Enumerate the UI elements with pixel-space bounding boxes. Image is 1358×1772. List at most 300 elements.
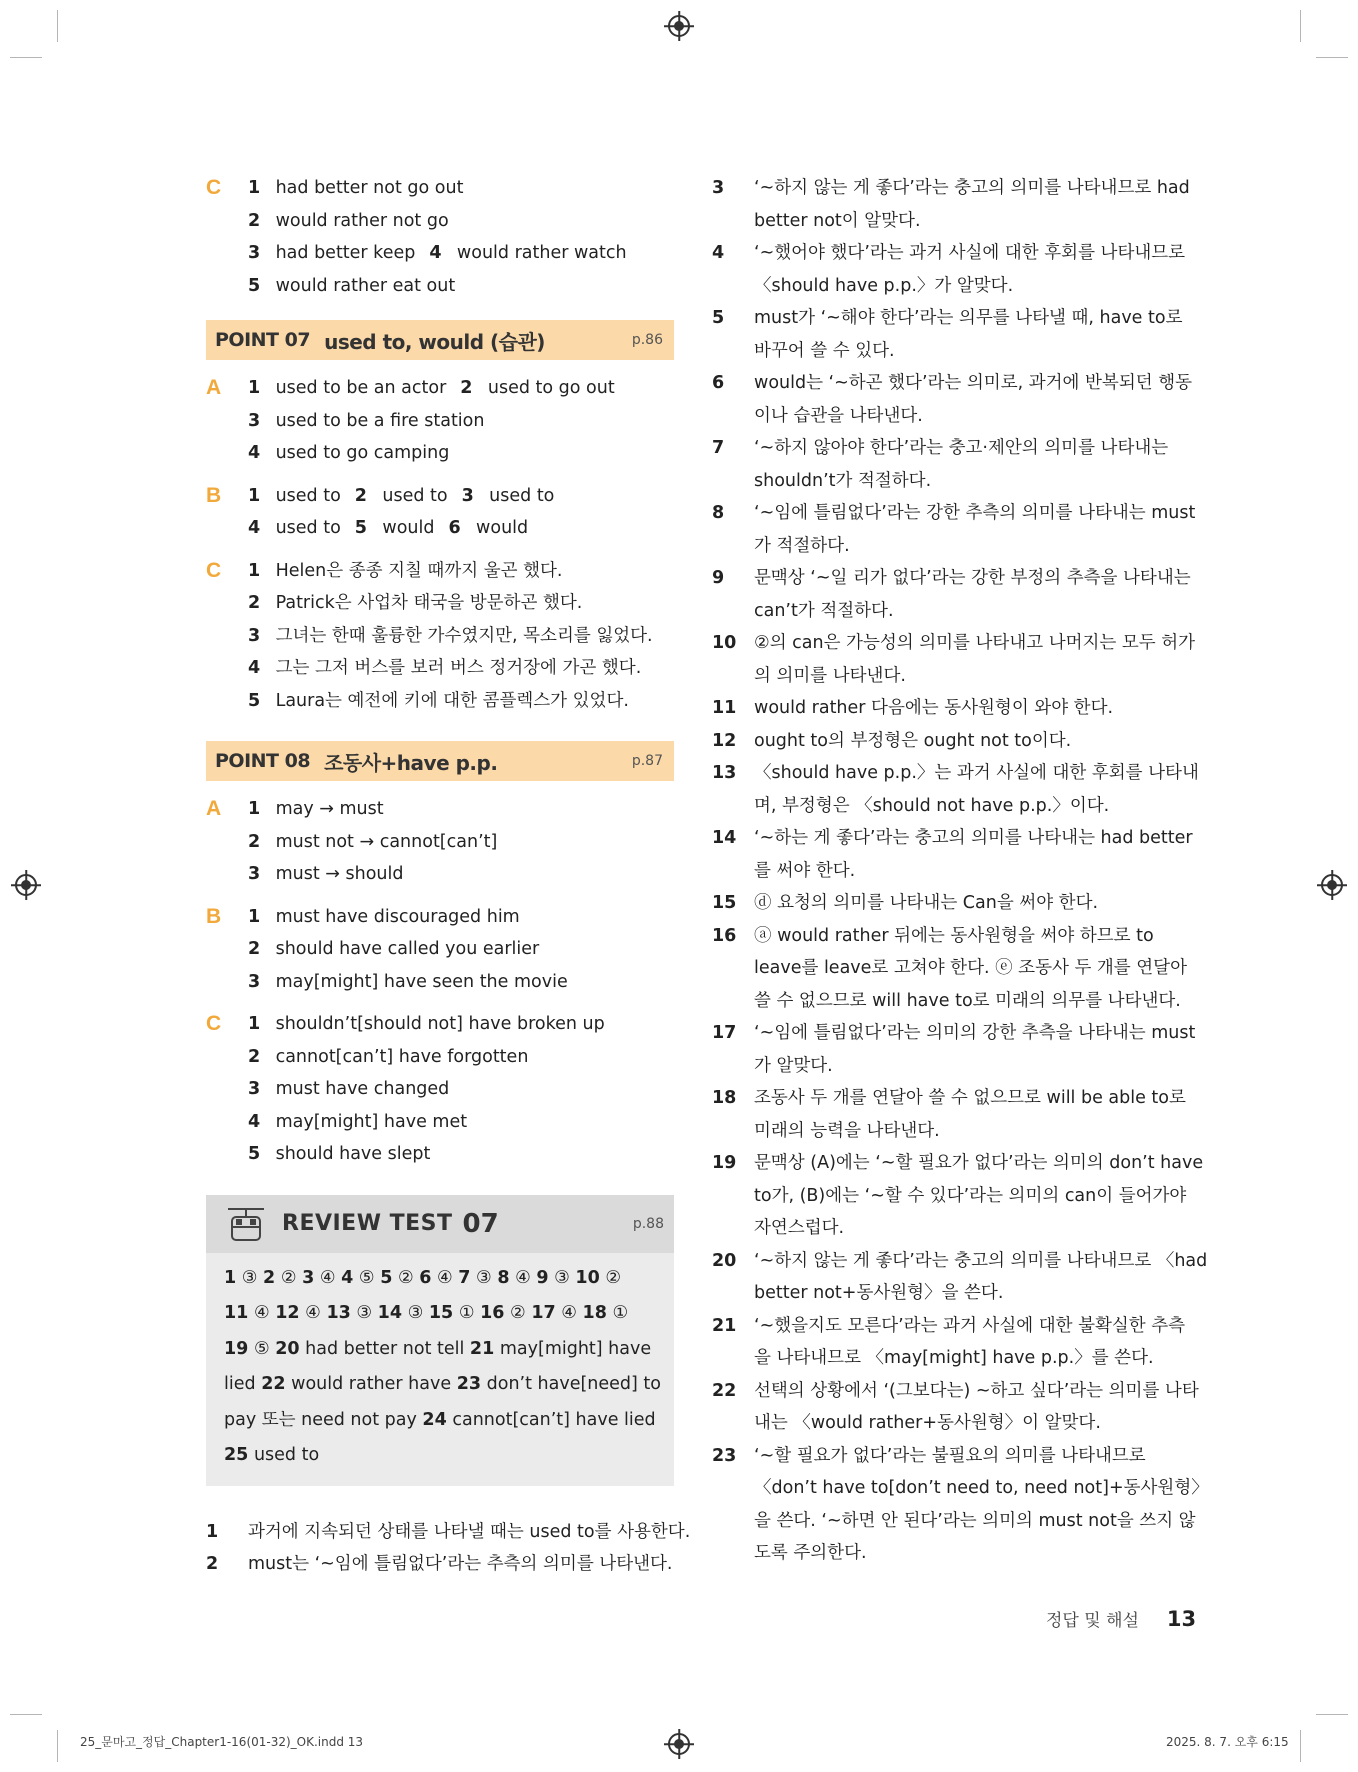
- explanation-number: 17: [712, 1023, 737, 1043]
- question-answer: ②: [510, 1303, 526, 1323]
- item-number: 4: [248, 443, 261, 463]
- explanation-number: 23: [712, 1445, 737, 1466]
- item-number: 1: [248, 378, 261, 398]
- question-answer: ①: [612, 1303, 629, 1323]
- explanation-number: 20: [712, 1250, 737, 1271]
- explanation-text: [248, 1548, 674, 1581]
- answer-line: [248, 1106, 674, 1139]
- item-answer: should have slept: [275, 1144, 431, 1164]
- explanation-item: [712, 432, 1182, 497]
- item-answer: used to go out: [487, 378, 615, 398]
- explanation-number: 6: [712, 373, 725, 393]
- answer-section: [206, 480, 674, 545]
- question-number: 22: [261, 1374, 286, 1394]
- explanation-line: 을 쓴다. ‘~하면 안 된다’라는 의미의 must not을 쓰지 않: [754, 1510, 1196, 1531]
- explanation-number: 7: [712, 438, 725, 458]
- page-number: 13: [1166, 1606, 1197, 1631]
- explanation-line: better not이 알맞다.: [754, 210, 921, 231]
- question-answer: ④: [515, 1267, 531, 1288]
- item-number: 5: [354, 518, 367, 538]
- explanation-text: [754, 1245, 1207, 1310]
- explanation-line: must는 ‘~임에 틀림없다’라는 추측의 의미를 나타낸다.: [248, 1554, 673, 1574]
- crop-mark: [1316, 1714, 1348, 1715]
- item-number: 5: [248, 1144, 261, 1164]
- registration-mark-icon: [1321, 874, 1343, 896]
- answer-items: [248, 172, 674, 302]
- item-number: 3: [461, 485, 474, 506]
- item-number: 1: [248, 906, 261, 927]
- item-answer: had better keep: [275, 243, 416, 263]
- question-number: 23: [456, 1374, 482, 1394]
- explanation-line: 문맥상 (A)에는 ‘~할 필요가 없다’라는 의미의 don’t have: [754, 1153, 1204, 1173]
- point-08-header: [206, 741, 674, 781]
- cable-car-icon: [226, 1205, 266, 1243]
- question-answer: ②: [280, 1267, 297, 1288]
- item-number: 6: [448, 518, 461, 538]
- explanation-text: [754, 1147, 1203, 1245]
- question-answer: ⑤: [253, 1338, 270, 1359]
- section-letter: A: [206, 376, 222, 399]
- question-number: 15: [428, 1303, 454, 1323]
- explanation-number: 11: [712, 698, 737, 718]
- answer-line: [248, 172, 674, 205]
- item-number: 4: [248, 658, 261, 678]
- item-number: 2: [248, 210, 261, 231]
- registration-mark-icon: [668, 15, 690, 37]
- crop-mark: [57, 1730, 58, 1762]
- explanation-line: ‘~하지 않는 게 좋다’라는 충고의 의미를 나타내므로 had: [754, 178, 1190, 198]
- item-answer: used to: [382, 485, 448, 506]
- answer-line: [248, 1008, 674, 1041]
- point-label: POINT 08: [215, 750, 311, 772]
- explanation-text: [754, 1440, 1209, 1570]
- question-answer: may[might] have: [499, 1338, 652, 1359]
- item-number: 5: [248, 275, 261, 296]
- section-letter: B: [206, 904, 222, 928]
- item-number: 1: [248, 1014, 261, 1034]
- answer-items: [248, 793, 674, 891]
- question-answer: ③: [407, 1303, 424, 1323]
- explanation-text: [754, 1082, 1186, 1147]
- explanation-text: [754, 822, 1193, 887]
- review-test-box: [206, 1195, 674, 1486]
- explanation-text: [248, 1516, 690, 1549]
- explanation-text: [754, 1017, 1195, 1082]
- item-number: 1: [248, 560, 261, 581]
- crop-mark: [10, 1714, 42, 1715]
- right-column: [712, 172, 1209, 1570]
- explanation-line: leave를 leave로 고쳐야 한다. ⓔ 조동사 두 개를 연달아: [754, 958, 1187, 978]
- crop-mark: [1300, 1730, 1301, 1762]
- section-letter: C: [206, 176, 222, 199]
- explanation-text: [754, 302, 1183, 367]
- explanation-line: 가 알맞다.: [754, 1055, 833, 1076]
- explanation-text: [754, 920, 1187, 1018]
- answer-line: [248, 372, 674, 405]
- explanation-item: [712, 302, 1182, 367]
- answer-section: [206, 793, 674, 891]
- explanation-line: ‘~할 필요가 없다’라는 불필요의 의미를 나타내므로: [754, 1445, 1146, 1466]
- explanation-number: 3: [712, 178, 725, 198]
- explanation-item: [712, 920, 1187, 1018]
- review-test-answers: [206, 1253, 674, 1486]
- question-answer: cannot[can’t] have lied: [452, 1409, 656, 1430]
- explanation-item: [712, 172, 1190, 237]
- explanation-item: [712, 367, 1193, 432]
- explanation-item: [712, 1245, 1208, 1310]
- question-number: 17: [531, 1303, 556, 1323]
- explanation-text: [754, 692, 1182, 725]
- explanation-line: 미래의 능력을 나타낸다.: [754, 1120, 940, 1141]
- item-answer: would rather eat out: [275, 275, 456, 296]
- explanation-text: [754, 1375, 1199, 1440]
- question-number: 8: [497, 1267, 510, 1288]
- item-answer: cannot[can’t] have forgotten: [275, 1046, 529, 1067]
- item-answer: used to: [275, 518, 341, 538]
- question-number: 2: [263, 1267, 276, 1288]
- explanation-line: 문맥상 ‘~일 리가 없다’라는 강한 부정의 추측을 나타내는: [754, 568, 1191, 588]
- explanation-item: [712, 497, 1196, 562]
- item-answer: must have changed: [275, 1079, 450, 1099]
- question-answer: ②: [397, 1267, 414, 1288]
- explanation-line: ⓐ would rather 뒤에는 동사원형을 써야 하므로 to: [754, 925, 1154, 946]
- item-number: 1: [248, 178, 261, 198]
- explanation-line: ⓓ 요청의 의미를 나타내는 Can을 써야 한다.: [754, 893, 1099, 913]
- explanation-line: ‘~임에 틀림없다’라는 강한 추측의 의미를 나타내는 must: [754, 503, 1196, 523]
- explanation-line: 도록 주의한다.: [754, 1543, 867, 1563]
- answer-line: [248, 933, 674, 966]
- section-letter: C: [206, 558, 222, 582]
- explanation-item: [712, 725, 1182, 758]
- explanation-item: [712, 1082, 1186, 1147]
- review-answer-line: [224, 1403, 658, 1439]
- explanation-line: ‘~하지 않는 게 좋다’라는 충고의 의미를 나타내므로 〈had: [754, 1250, 1208, 1271]
- item-number: 3: [248, 625, 261, 646]
- item-answer: would rather watch: [456, 243, 627, 263]
- question-number: 4: [341, 1267, 354, 1288]
- answer-items: [248, 1008, 674, 1171]
- explanation-line: would는 ‘~하곤 했다’라는 의미로, 과거에 반복되던 행동: [754, 373, 1193, 393]
- item-answer: must not → cannot[can’t]: [275, 831, 498, 852]
- question-number: 6: [419, 1267, 432, 1288]
- item-number: 2: [248, 831, 261, 852]
- item-number: 3: [248, 243, 261, 263]
- explanation-item: [712, 627, 1196, 692]
- question-number: 20: [275, 1338, 300, 1359]
- explanation-item: [206, 1516, 691, 1549]
- explanation-number: 12: [712, 730, 737, 751]
- answer-items: [248, 480, 674, 545]
- explanation-text: [754, 497, 1195, 562]
- explanation-line: ‘~하는 게 좋다’라는 충고의 의미를 나타내는 had better: [754, 828, 1193, 848]
- explanation-line: 자연스럽다.: [754, 1218, 845, 1238]
- explanation-number: 8: [712, 503, 725, 523]
- question-number: 11: [224, 1303, 249, 1323]
- explanation-line: would rather 다음에는 동사원형이 와야 한다.: [754, 698, 1114, 718]
- page-reference: p.86: [631, 332, 663, 348]
- item-answer: Patrick은 사업차 태국을 방문하곤 했다.: [275, 593, 583, 613]
- question-answer: lied: [224, 1374, 256, 1394]
- question-number: 5: [380, 1267, 393, 1288]
- explanation-number: 1: [206, 1521, 219, 1542]
- question-answer: ④: [253, 1303, 270, 1323]
- question-answer: ④: [437, 1267, 453, 1288]
- question-answer: don’t have[need] to: [486, 1374, 661, 1394]
- question-answer: ②: [605, 1267, 622, 1288]
- question-number: 7: [458, 1267, 471, 1288]
- question-answer: ③: [356, 1303, 373, 1323]
- explanation-line: 바꾸어 쓸 수 있다.: [754, 340, 895, 361]
- explanation-line: ‘~임에 틀림없다’라는 의미의 강한 추측을 나타내는 must: [754, 1023, 1196, 1043]
- page-reference: p.87: [631, 753, 663, 769]
- explanation-item: [712, 1017, 1196, 1082]
- explanation-number: 5: [712, 308, 725, 328]
- explanation-item: [712, 692, 1182, 725]
- answer-line: [248, 1138, 674, 1171]
- section-letter: C: [206, 1012, 222, 1035]
- answer-line: [248, 205, 674, 238]
- explanation-item: [712, 1310, 1186, 1375]
- item-number: 3: [248, 864, 261, 884]
- answer-line: [248, 270, 674, 303]
- answer-line: [248, 966, 674, 999]
- answer-line: [248, 437, 674, 470]
- explanation-text: [754, 237, 1185, 302]
- item-answer: used to go camping: [275, 443, 450, 463]
- point-07-header: [206, 320, 674, 360]
- explanation-number: 21: [712, 1315, 737, 1336]
- question-number: 1: [224, 1267, 237, 1288]
- explanation-item: [712, 1147, 1204, 1245]
- question-number: 10: [575, 1267, 600, 1288]
- item-answer: shouldn’t[should not] have broken up: [275, 1014, 605, 1034]
- explanation-number: 10: [712, 633, 737, 653]
- question-answer: pay 또는 need not pay: [224, 1409, 417, 1430]
- explanation-text: [754, 432, 1182, 497]
- explanation-number: 9: [712, 568, 725, 588]
- question-answer: had better not tell: [305, 1338, 465, 1359]
- left-column: [206, 172, 691, 1581]
- review-test-title: REVIEW TEST: [282, 1211, 453, 1236]
- item-number: 4: [248, 518, 261, 538]
- explanation-number: 4: [712, 243, 725, 263]
- crop-mark: [10, 57, 42, 58]
- item-answer: must have discouraged him: [275, 906, 520, 927]
- item-answer: used to: [489, 485, 555, 506]
- answer-line: [248, 793, 674, 826]
- review-explanations-left: [206, 1516, 691, 1581]
- answer-section: [206, 372, 674, 470]
- explanation-line: 내는 〈would rather+동사원형〉이 알맞다.: [754, 1413, 1101, 1433]
- answer-line: [248, 1041, 674, 1074]
- explanation-item: [712, 822, 1193, 887]
- question-number: 18: [582, 1303, 607, 1323]
- print-slug-date: 2025. 8. 7. 오후 6:15: [1166, 1735, 1289, 1749]
- review-answer-line: [224, 1367, 661, 1403]
- explanation-line: 쓸 수 없으므로 will have to로 미래의 의무를 나타낸다.: [754, 990, 1181, 1011]
- item-number: 2: [248, 593, 261, 613]
- explanation-item: [712, 887, 1182, 920]
- item-number: 2: [460, 378, 473, 398]
- page-footer: [1046, 1606, 1196, 1631]
- explanation-item: [206, 1548, 674, 1581]
- crop-mark: [57, 10, 58, 42]
- answer-line: [248, 237, 674, 270]
- explanation-line: 가 적절하다.: [754, 535, 850, 556]
- explanation-text: [754, 367, 1192, 432]
- answer-section: [206, 1008, 674, 1171]
- item-number: 2: [248, 939, 261, 959]
- review-test-header: [206, 1195, 674, 1253]
- explanation-text: [754, 757, 1199, 822]
- item-answer: must → should: [275, 864, 404, 884]
- item-answer: 그는 그저 버스를 보러 버스 정거장에 가곤 했다.: [275, 658, 642, 678]
- item-answer: would: [476, 518, 529, 538]
- item-answer: would rather not go: [275, 210, 449, 231]
- item-answer: used to: [275, 485, 341, 506]
- explanation-text: [754, 627, 1195, 692]
- question-answer: ④: [561, 1303, 577, 1323]
- item-number: 4: [248, 1111, 261, 1132]
- footer-label: 정답 및 해설: [1046, 1611, 1139, 1631]
- explanation-item: [712, 1375, 1199, 1440]
- page-reference: p.88: [632, 1215, 664, 1232]
- answer-items: [248, 901, 674, 999]
- answer-line: [248, 826, 674, 859]
- question-answer: ③: [241, 1267, 258, 1288]
- question-number: 13: [326, 1303, 351, 1323]
- answer-line: [248, 555, 674, 588]
- point-08-answers: [206, 793, 674, 1171]
- item-answer: had better not go out: [275, 178, 464, 198]
- review-answer-line: [224, 1261, 658, 1297]
- explanation-line: 선택의 상황에서 ‘(그보다는) ~하고 싶다’라는 의미를 나타: [754, 1380, 1199, 1401]
- item-answer: would: [382, 518, 435, 538]
- question-number: 9: [536, 1267, 549, 1288]
- explanation-item: [712, 757, 1199, 822]
- explanation-text: [754, 887, 1182, 920]
- question-number: 19: [224, 1338, 249, 1359]
- explanation-line: 〈should have p.p.〉는 과거 사실에 대한 후회를 나타내: [754, 763, 1199, 783]
- explanation-line: better not+동사원형〉을 쓴다.: [754, 1283, 1004, 1303]
- question-answer: would rather have: [291, 1374, 452, 1394]
- explanation-line: shouldn’t가 적절하다.: [754, 470, 932, 491]
- question-answer: ④: [319, 1267, 336, 1288]
- answer-line: [248, 685, 674, 718]
- explanation-line: 과거에 지속되던 상태를 나타낼 때는 used to를 사용한다.: [248, 1521, 691, 1542]
- explanation-number: 19: [712, 1153, 737, 1173]
- answer-line: [248, 858, 674, 891]
- explanation-text: [754, 725, 1182, 758]
- review-test-number: 07: [462, 1208, 499, 1239]
- item-number: 4: [429, 243, 442, 263]
- explanation-number: 13: [712, 763, 737, 783]
- item-answer: may[might] have met: [275, 1111, 468, 1132]
- answer-items: [248, 372, 674, 470]
- item-answer: may → must: [275, 799, 384, 819]
- question-number: 21: [469, 1338, 495, 1359]
- answer-line: [248, 1073, 674, 1106]
- registration-mark-icon: [15, 874, 37, 896]
- review-answer-line: [224, 1296, 658, 1332]
- answer-line: [248, 480, 674, 513]
- question-number: 25: [224, 1445, 249, 1465]
- answer-line: [248, 652, 674, 685]
- explanation-line: ②의 can은 가능성의 의미를 나타내고 나머지는 모두 허가: [754, 633, 1196, 653]
- item-answer: Helen은 종종 지칠 때까지 울곤 했다.: [275, 560, 563, 581]
- crop-mark: [1316, 57, 1348, 58]
- review-answer-line: [224, 1332, 658, 1368]
- item-number: 2: [354, 485, 367, 506]
- explanation-number: 2: [206, 1554, 219, 1574]
- section-letter: B: [206, 483, 222, 507]
- item-number: 1: [248, 799, 261, 819]
- explanation-text: [754, 172, 1190, 237]
- answer-section: [206, 901, 674, 999]
- explanation-line: 을 나타내므로 〈may[might] have p.p.〉를 쓴다.: [754, 1348, 1154, 1368]
- question-number: 12: [275, 1303, 300, 1323]
- registration-mark-icon: [668, 1733, 690, 1755]
- explanation-line: to가, (B)에는 ‘~할 수 있다’라는 의미의 can이 들어가야: [754, 1185, 1187, 1206]
- explanation-item: [712, 237, 1186, 302]
- explanation-line: 의 의미를 나타낸다.: [754, 665, 906, 686]
- explanation-line: ‘~했을지도 모른다’라는 과거 사실에 대한 불확실한 추측: [754, 1315, 1186, 1336]
- item-answer: 그녀는 한때 훌륭한 가수였지만, 목소리를 잃었다.: [275, 625, 653, 646]
- explanation-number: 18: [712, 1088, 737, 1108]
- question-answer: ①: [458, 1303, 475, 1323]
- explanation-line: 며, 부정형은 〈should not have p.p.〉이다.: [754, 795, 1110, 816]
- item-answer: used to be a fire station: [275, 410, 485, 431]
- explanation-number: 16: [712, 925, 737, 946]
- question-number: 14: [377, 1303, 403, 1323]
- crop-mark: [1300, 10, 1301, 42]
- question-number: 3: [302, 1267, 315, 1288]
- question-number: 24: [422, 1409, 447, 1430]
- explanation-line: can’t가 적절하다.: [754, 600, 894, 621]
- explanation-line: 〈should have p.p.〉가 알맞다.: [754, 275, 1014, 296]
- question-answer: ④: [305, 1303, 321, 1323]
- point-title: used to, would (습관): [324, 329, 545, 354]
- explanation-text: [754, 562, 1191, 627]
- question-answer: ⑤: [358, 1267, 375, 1288]
- item-answer: may[might] have seen the movie: [275, 971, 568, 992]
- answer-line: [248, 620, 674, 653]
- explanation-line: 이나 습관을 나타낸다.: [754, 405, 923, 426]
- explanation-line: 〈don’t have to[don’t need to, need not]+동사원형〉: [754, 1478, 1209, 1498]
- point-title: 조동사+have p.p.: [324, 750, 498, 775]
- question-answer: ③: [554, 1267, 570, 1288]
- answer-section-c: [206, 172, 674, 302]
- answer-line: [248, 587, 674, 620]
- item-number: 3: [248, 1079, 261, 1099]
- explanation-line: must가 ‘~해야 한다’라는 의무를 나타낼 때, have to로: [754, 308, 1183, 328]
- explanation-number: 15: [712, 893, 737, 913]
- item-number: 2: [248, 1046, 261, 1067]
- answer-line: [248, 901, 674, 934]
- question-answer: ③: [476, 1267, 492, 1288]
- explanation-line: ‘~했어야 했다’라는 과거 사실에 대한 후회를 나타내므로: [754, 243, 1186, 263]
- answer-section: [206, 555, 674, 718]
- print-slug-file: 25_문마고_정답_Chapter1-16(01-32)_OK.indd 13: [80, 1735, 364, 1749]
- item-number: 1: [248, 485, 261, 506]
- item-answer: should have called you earlier: [275, 939, 540, 959]
- question-answer: used to: [253, 1445, 320, 1465]
- explanation-line: 를 써야 한다.: [754, 860, 856, 881]
- item-answer: Laura는 예전에 키에 대한 콤플렉스가 있었다.: [275, 690, 629, 711]
- answer-line: [248, 405, 674, 438]
- answer-line: [248, 512, 674, 545]
- item-number: 5: [248, 690, 261, 711]
